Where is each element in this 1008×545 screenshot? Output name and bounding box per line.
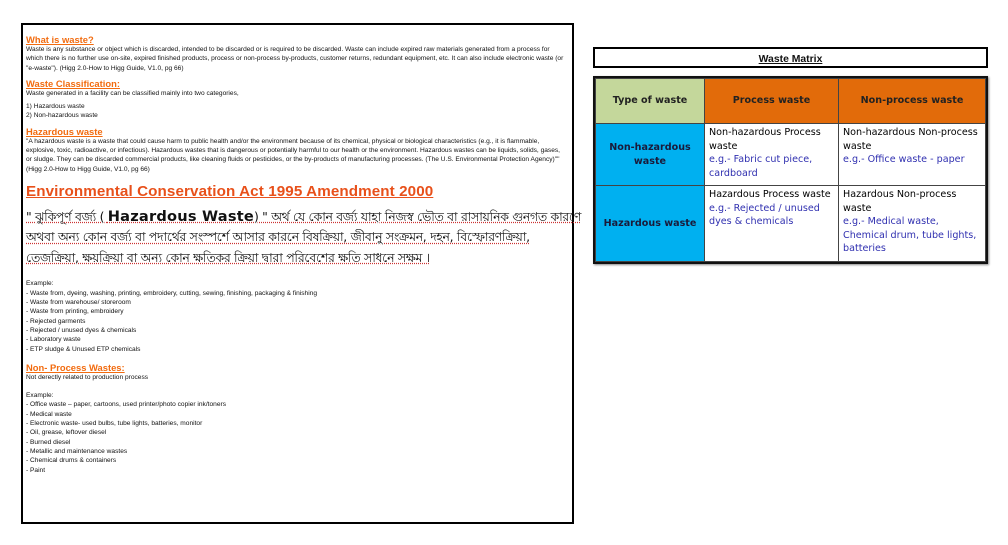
waste-matrix-table-frame xyxy=(593,76,988,264)
list-item: - Paint xyxy=(26,466,566,475)
header-process-waste: Process waste xyxy=(705,79,839,124)
row-label-non-hazardous: Non-hazardous waste xyxy=(596,124,705,186)
act-line-1-english: Hazardous Waste xyxy=(107,207,254,225)
act-line-3: তেজক্রিয়া, ক্ষয়ক্রিয়া বা অন্য কোন ক্ষতিকর ক্রিয়া দ্বারা পরিবেশের ক্ষতি সাধনে সক্ষম । xyxy=(26,249,430,265)
process-example-label: Example: xyxy=(26,280,54,288)
what-is-waste-heading: What is waste? xyxy=(26,34,94,45)
classification-item: 2) Non-hazardous waste xyxy=(26,112,98,120)
cell-example: e.g.- Office waste - paper xyxy=(843,154,965,166)
list-item: - ETP sludge & Unused ETP chemicals xyxy=(26,345,566,354)
waste-document-panel xyxy=(21,23,582,524)
list-item: - Waste from, dyeing, washing, printing, embroidery, cutting, sewing, finishing, packaging & finishing xyxy=(26,289,566,298)
cell-example: e.g.- Medical waste, Chemical drum, tube lights, batteries xyxy=(843,216,977,255)
header-non-process-waste: Non-process waste xyxy=(839,79,986,124)
cell-example: e.g.- Fabric cut piece, cardboard xyxy=(709,154,813,179)
cell-example: e.g.- Rejected / unused dyes & chemicals xyxy=(709,202,820,228)
act-line-2: অথবা অন্য কোন বর্জ্য বা পদার্থের সংস্পর্শে আসার কারনে বিষক্রিয়া, জীবানু সংক্রমন, দহন, বিস্ফোরণক্রিয়া, xyxy=(26,229,530,245)
list-item: - Office waste – paper, cartoons, used printer/photo copier ink/toners xyxy=(26,400,566,409)
act-line-1-post: ) " অর্থ যে কোন বর্জ্য যাহা নিজস্ব ভৌত বা রাসায়নিক গুনগত কারণে xyxy=(253,208,582,224)
waste-matrix-title: Waste Matrix xyxy=(758,54,823,65)
classification-heading: Waste Classification: xyxy=(26,77,120,89)
non-process-example-list xyxy=(26,400,566,474)
cell-hazardous-process xyxy=(705,186,839,262)
classification-body: Waste generated in a facility can be classified mainly into two categories, xyxy=(26,89,239,97)
cell-text: Hazardous Process waste xyxy=(709,189,831,200)
cell-text: Non-hazardous Non-process waste xyxy=(843,127,978,152)
what-is-waste-body: Waste is any substance or object which is discarded, intended to be discarded or is required to be discarded. Waste can include expired raw materials generated from a process for which there is no further use on-site, expired finished products, process or non-process by-products, customer returns, redundant equipment, etc. It can also include electronic waste (or "e-waste"). (Higg 2.0-How to Higg Guide, V1.0, pg 66) xyxy=(26,46,564,72)
list-item: - Rejected / unused dyes & chemicals xyxy=(26,326,566,335)
non-process-heading: Non- Process Wastes: xyxy=(26,361,125,373)
cell-hazardous-non-process xyxy=(839,186,986,262)
hazardous-heading: Hazardous waste xyxy=(26,125,103,137)
row-label-hazardous: Hazardous waste xyxy=(596,186,705,262)
cell-text: Hazardous Non-process waste xyxy=(843,189,957,214)
table-row xyxy=(596,186,986,262)
cell-non-hazardous-non-process xyxy=(839,124,986,186)
act-line-1-pre: " ঝুকিপূর্ণ বর্জ্য ( xyxy=(26,208,108,224)
non-process-body: Not derectly related to production process xyxy=(26,373,149,381)
list-item: - Medical waste xyxy=(26,410,566,419)
list-item: - Oil, grease, leftover diesel xyxy=(26,428,566,437)
waste-matrix-title-box xyxy=(593,47,988,68)
header-type-of-waste: Type of waste xyxy=(596,79,705,124)
list-item: - Rejected garments xyxy=(26,317,566,326)
list-item: - Laboratory waste xyxy=(26,335,566,344)
matrix-header-row xyxy=(596,79,986,124)
list-item: - Waste from warehouse/ storeroom xyxy=(26,298,566,307)
cell-text: Non-hazardous Process waste xyxy=(709,127,821,152)
cell-non-hazardous-process xyxy=(705,124,839,186)
waste-matrix-table xyxy=(595,78,986,262)
table-row xyxy=(596,124,986,186)
classification-item: 1) Hazardous waste xyxy=(26,103,85,111)
list-item: - Electronic waste- used bulbs, tube lights, batteries, monitor xyxy=(26,419,566,428)
list-item: - Burned diesel xyxy=(26,438,566,447)
list-item: - Metallic and maintenance wastes xyxy=(26,447,566,456)
non-process-example-label: Example: xyxy=(26,392,54,400)
process-example-list xyxy=(26,289,566,354)
hazardous-body: "A hazardous waste is a waste that could cause harm to public health and/or the environment because of its chemical, physical or biological characteristics (e.g., it is flammable, explosive, toxic, radioactive, or infectious). Hazardous wastes that is dangerous or potentially harmful to our health or the environment. Hazardous wastes can be liquids, solids, gases, or sludge. They can be discarded commercial products, like cleaning fluids or pesticides, or the by-products of manufacturing processes. (The U.S. Environmental Protection Agency)"" (Higg 2.0-How to Higg Guide, V1.0, pg 66) xyxy=(26,137,561,173)
act-line-1 xyxy=(26,207,582,228)
act-heading: Environmental Conservation Act 1995 Amendment 2000 xyxy=(26,182,434,200)
list-item: - Chemical drums & containers xyxy=(26,456,566,465)
list-item: - Waste from printing, embroidery xyxy=(26,307,566,316)
act-bangla-text xyxy=(26,207,582,269)
